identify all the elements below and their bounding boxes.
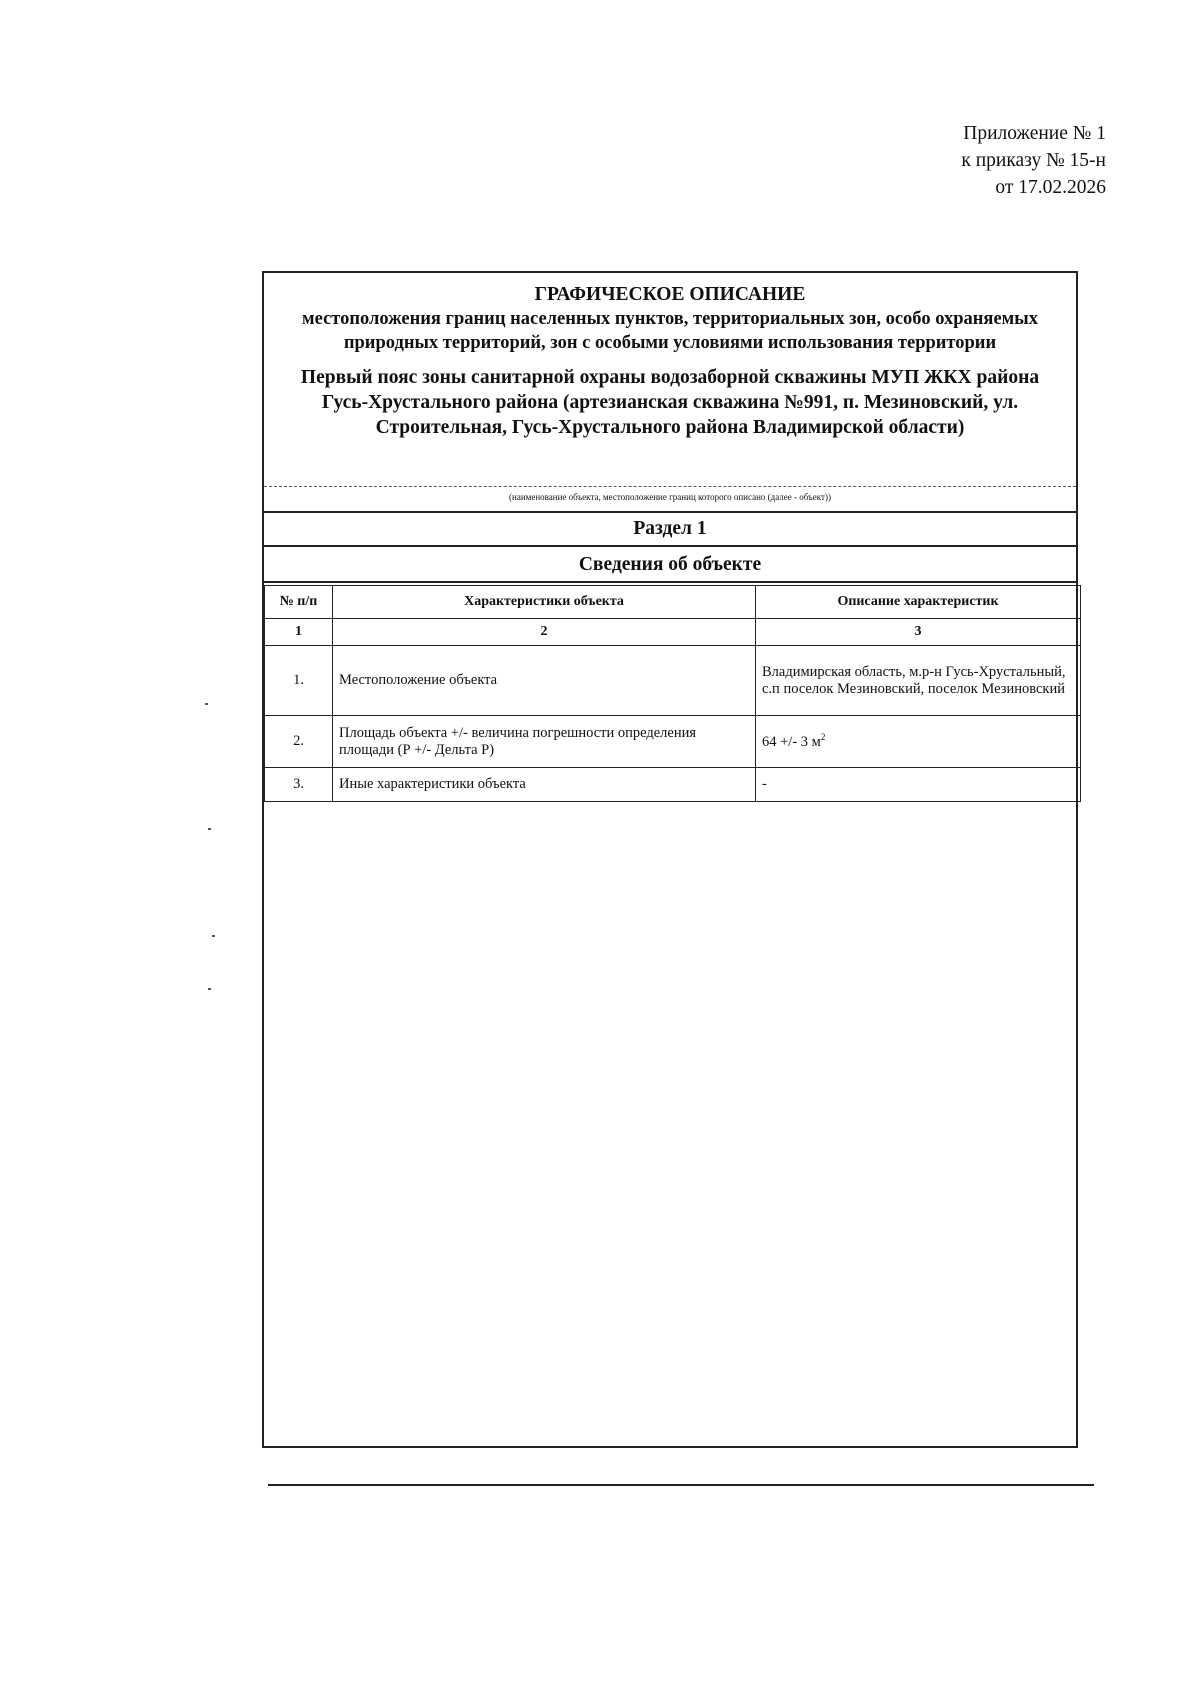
bottom-rule [268,1484,1094,1486]
scan-speck [208,828,211,830]
object-caption: (наименование объекта, местоположение границ которого описано (далее - объект)) [264,486,1076,513]
row-characteristic: Площадь объекта +/- величина погрешности определения площади (Р +/- Дельта Р) [333,716,756,768]
row-characteristic: Местоположение объекта [333,646,756,716]
form-subtitle: местоположения границ населенных пунктов, территориальных зон, особо охраняемых природных территорий, зон с особыми условиями использования территории [302,309,1038,353]
table-row [265,646,1081,716]
appendix-number: Приложение № 1 [963,123,1106,144]
table-number-cell: 1 [265,619,333,646]
area-unit-exponent: 2 [820,732,826,743]
table-number-cell: 3 [756,619,1081,646]
appendix-block [961,120,1106,201]
row-number: 1. [265,646,333,716]
scan-speck [212,935,215,937]
object-name: Первый пояс зоны санитарной охраны водозаборной скважины МУП ЖКХ района Гусь-Хрустального района (артезианская скважина №991, п. Мезиновский, ул. Строительная, Гусь-Хрустального района Владимирской области) [300,367,1040,438]
description-form [262,271,1078,1448]
object-info-table [264,585,1081,802]
table-header-cell: Характеристики объекта [333,586,756,619]
table-row [265,716,1081,768]
table-number-row [265,619,1081,646]
row-description: Владимирская область, м.р-н Гусь-Хрустальный, с.п поселок Мезиновский, поселок Мезиновский [756,646,1081,716]
section-title: Раздел 1 [264,513,1076,547]
table-header-row [265,586,1081,619]
row-description [756,716,1081,768]
scan-speck [208,988,211,990]
scan-speck [205,703,208,705]
row-number: 3. [265,768,333,802]
table-header-cell: Описание характеристик [756,586,1081,619]
row-number: 2. [265,716,333,768]
table-row [265,768,1081,802]
row-characteristic: Иные характеристики объекта [333,768,756,802]
form-header [264,273,1076,440]
appendix-order: к приказу № 15-н [961,150,1106,171]
table-header-cell: № п/п [265,586,333,619]
section-subtitle: Сведения об объекте [264,549,1076,583]
form-title: ГРАФИЧЕСКОЕ ОПИСАНИЕ [534,284,806,305]
row-description: - [756,768,1081,802]
appendix-date: от 17.02.2026 [995,177,1106,198]
area-value: 64 +/- 3 м [762,733,821,750]
table-number-cell: 2 [333,619,756,646]
